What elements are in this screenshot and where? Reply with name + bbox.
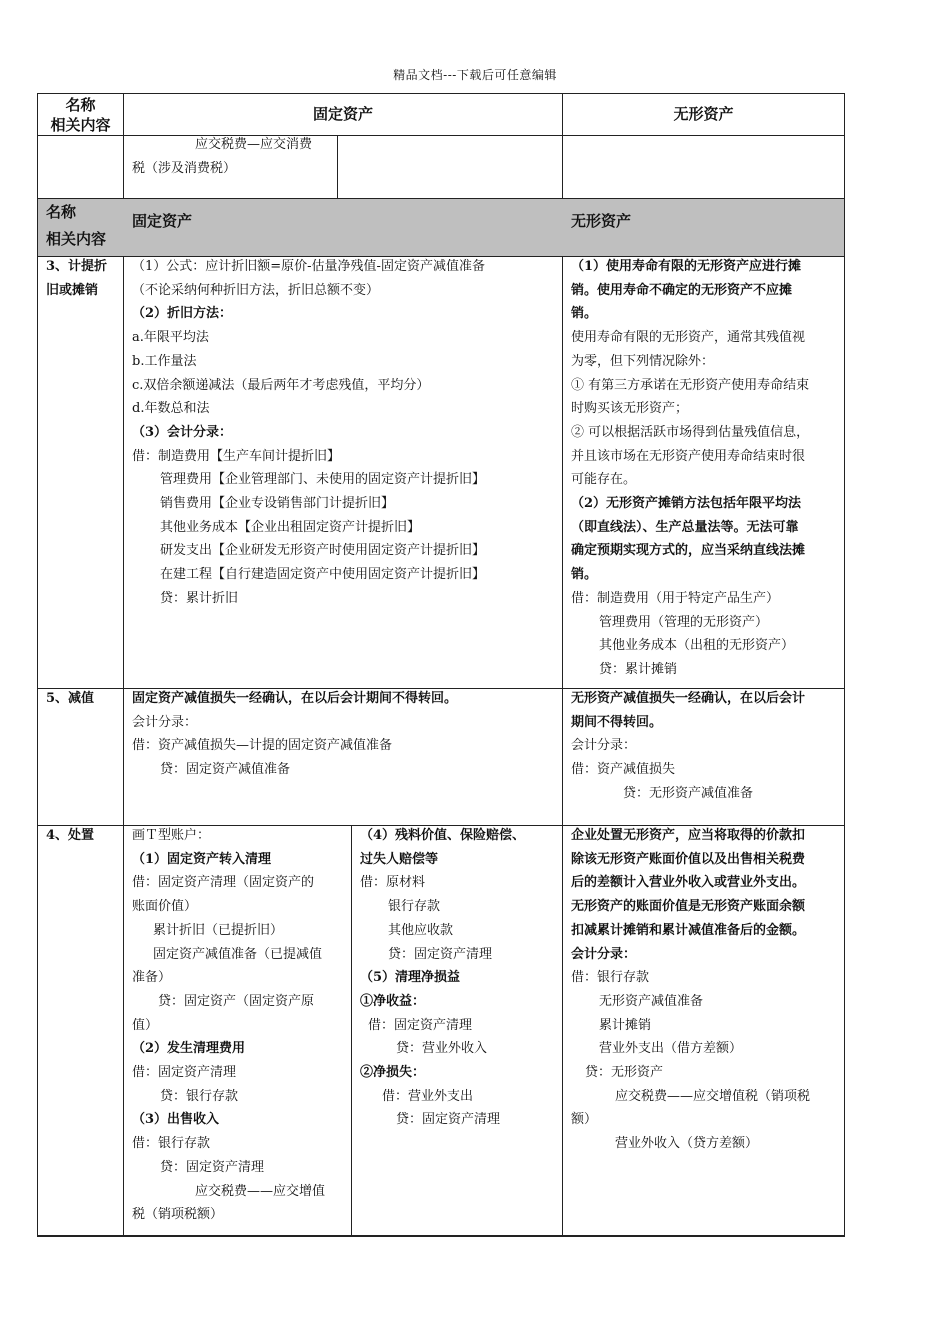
depreciation-entry-line: 管理费用【企业管理部门、未使用的固定资产计提折旧】: [160, 472, 486, 488]
depreciation-entry-credit: 贷：累计折旧: [160, 590, 239, 606]
impairment-intangible-entries-heading: 会计分录：: [571, 738, 637, 754]
col-divider-2: [562, 93, 563, 1236]
header-row-label: [38, 93, 123, 135]
impairment-fixed-credit: 贷：固定资产减值准备: [160, 762, 291, 778]
amortization-method-line: 确定预期实现方式的，应当采纳直线法摊: [571, 543, 806, 559]
amortization-rule-line: 销。: [571, 306, 598, 322]
disposal-intangible-content: [571, 824, 843, 1156]
impairment-fixed-debit: 借：资产减值损失—计提的固定资产减值准备: [132, 738, 393, 754]
disposal-step-4-line: 其他应收款: [388, 922, 454, 938]
depreciation-methods-heading: （2）折旧方法：: [132, 306, 233, 322]
disposal-step-3-line: 税（销项税额）: [132, 1207, 224, 1223]
disposal-net-gain-line: 借：固定资产清理: [368, 1017, 473, 1033]
depreciation-method-d: d.年数总和法: [132, 401, 210, 417]
carryover-line-2: 税（涉及消费税）: [132, 160, 237, 176]
disposal-step-4-heading: （4）残料价值、保险赔偿、: [360, 828, 526, 843]
header2-label-content: 相关内容: [46, 230, 107, 248]
disposal-intangible-rule: 扣减累计摊销和累计减值准备后的金额。: [571, 922, 806, 938]
col-divider-1: [123, 93, 124, 1236]
disposal-step-1-line: 借：固定资产清理（固定资产的: [132, 875, 315, 891]
disposal-step-1-line: 贷：固定资产（固定资产原: [158, 993, 315, 1009]
amortization-rule-line: （1）使用寿命有限的无形资产应进行摊: [571, 259, 802, 274]
disposal-step-1-line: 固定资产减值准备（已提减值: [153, 946, 323, 962]
disposal-step-1-line: 值）: [132, 1017, 159, 1033]
impairment-label: 5、减值: [46, 691, 95, 706]
depreciation-entry-line: 研发支出【企业研发无形资产时使用固定资产计提折旧】: [160, 543, 486, 559]
disposal-step-1-line: 累计折旧（已提折旧）: [153, 922, 284, 938]
amortization-method-line: （即直线法）、生产总量法等。无法可靠: [571, 519, 799, 535]
disposal-step-2-line: 借：固定资产清理: [132, 1065, 237, 1081]
residual-value-line: 使用寿命有限的无形资产，通常其残值视: [571, 330, 806, 346]
impairment-intangible-content: [571, 687, 843, 806]
disposal-step-2-line: 贷：银行存款: [160, 1088, 239, 1104]
impairment-fixed-entries-heading: 会计分录：: [132, 714, 198, 730]
depreciation-entry-line: 在建工程【自行建造固定资产中使用固定资产计提折旧】: [160, 567, 486, 583]
disposal-step-4-line: 借：原材料: [360, 875, 426, 891]
header-intangible-assets: 无形资产: [673, 105, 734, 123]
table-border-right: [844, 93, 845, 1236]
impairment-fixed-content: [132, 687, 560, 782]
disposal-intangible-entry: 营业外收入（贷方差额）: [615, 1136, 759, 1152]
disposal-net-gain-heading: ①净收益：: [360, 993, 426, 1009]
disposal-intangible-entry: 累计摊销: [599, 1017, 652, 1033]
disposal-step-3-heading: （3）出售收入: [132, 1112, 220, 1128]
disposal-net-gain-line: 贷：营业外收入: [396, 1041, 488, 1057]
depreciation-entry-line: 销售费用【企业专设销售部门计提折旧】: [160, 496, 395, 512]
disposal-intangible-rule: 企业处置无形资产，应当将取得的价款扣: [571, 828, 806, 843]
carryover-inner-divider: [337, 136, 338, 198]
carryover-text: [132, 133, 337, 180]
disposal-intangible-rule: 无形资产的账面价值是无形资产账面余额: [571, 899, 806, 915]
header-label-name: 名称: [65, 96, 96, 114]
disposal-fixed-right-content: [360, 824, 560, 1132]
depreciation-formula: （1）公式：应计折旧额=原价-估量净残值-固定资产减值准备: [132, 259, 485, 274]
disposal-net-loss-line: 贷：固定资产清理: [396, 1112, 501, 1128]
depreciation-label-line-2: 旧或摊销: [46, 282, 99, 298]
disposal-intangible-entries-heading: 会计分录：: [571, 946, 637, 962]
disposal-intangible-rule: 后的差额计入营业外收入或营业外支出。: [571, 875, 806, 891]
depreciation-entries-heading: （3）会计分录：: [132, 424, 233, 440]
disposal-intangible-entry: 营业外支出（借方差额）: [599, 1041, 743, 1057]
residual-exception-2: ② 可以根据活跃市场得到估量残值信息，: [571, 424, 810, 440]
amortization-entry-line: 管理费用（管理的无形资产）: [599, 614, 769, 630]
residual-exception-2: 可能存在。: [571, 472, 637, 488]
depreciation-method-c: c.双倍余额递减法（最后两年才考虑残值，平均分）: [132, 377, 430, 393]
disposal-step-1-heading: （1）固定资产转入清理: [132, 851, 272, 867]
header-label-content: 相关内容: [50, 116, 111, 134]
carryover-line-1: 应交税费—应交消费: [195, 137, 313, 152]
depreciation-entry-debit: 借：制造费用【生产车间计提折旧】: [132, 448, 341, 464]
disposal-step-1-line: 准备）: [132, 970, 172, 986]
amortization-method-line: 销。: [571, 567, 598, 583]
header2-label-name: 名称: [46, 203, 77, 221]
impairment-intangible-rule: 期间不得转回。: [571, 714, 663, 730]
header2-intangible-assets: 无形资产: [571, 212, 632, 230]
disposal-intangible-entry: 应交税费——应交增值税（销项税: [615, 1088, 811, 1104]
disposal-step-3-line: 应交税费——应交增值: [195, 1183, 326, 1199]
disposal-t-account: 画Ｔ型账户：: [132, 828, 211, 843]
impairment-intangible-debit: 借：资产减值损失: [571, 762, 676, 778]
disposal-step-5-heading: （5）清理净损益: [360, 970, 461, 986]
header2-fixed-assets: 固定资产: [132, 212, 193, 230]
table-border-bottom: [37, 1235, 845, 1237]
amortization-entry-debit: 借：制造费用（用于特定产品生产）: [571, 590, 780, 606]
amortization-entry-credit: 贷：累计摊销: [599, 661, 678, 677]
disposal-inner-divider: [351, 825, 352, 1236]
residual-exception-1: 时购买该无形资产；: [571, 401, 689, 417]
disposal-net-loss-line: 借：营业外支出: [382, 1088, 474, 1104]
disposal-step-4-heading: 过失人赔偿等: [360, 851, 439, 867]
disposal-intangible-entry: 借：银行存款: [571, 970, 650, 986]
disposal-step-2-heading: （2）发生清理费用: [132, 1041, 246, 1057]
disposal-step-3-line: 借：银行存款: [132, 1136, 211, 1152]
disposal-intangible-entry: 无形资产减值准备: [599, 993, 704, 1009]
impairment-fixed-rule: 固定资产减值损失一经确认，在以后会计期间不得转回。: [132, 691, 458, 706]
depreciation-note: （不论采纳何种折旧方法，折旧总额不变）: [132, 282, 380, 298]
header2-row-label: [46, 198, 123, 253]
table-border-left: [37, 93, 38, 1236]
depreciation-method-a: a.年限平均法: [132, 330, 209, 346]
disposal-net-loss-heading: ②净损失：: [360, 1065, 426, 1081]
depreciation-method-b: b.工作量法: [132, 353, 197, 369]
impairment-intangible-credit: 贷：无形资产减值准备: [623, 785, 754, 801]
residual-value-line: 为零，但下列情况除外：: [571, 353, 715, 369]
header-fixed-assets: 固定资产: [312, 105, 373, 123]
disposal-fixed-left-content: [132, 824, 348, 1227]
depreciation-entry-line: 其他业务成本【企业出租固定资产计提折旧】: [160, 519, 421, 535]
residual-exception-2: 并且该市场在无形资产使用寿命结束时很: [571, 448, 806, 464]
amortization-rule-line: 销。使用寿命不确定的无形资产不应摊: [571, 282, 793, 298]
disposal-label: 4、处置: [46, 828, 95, 843]
disposal-step-4-line: 贷：固定资产清理: [388, 946, 493, 962]
disposal-intangible-rule: 除该无形资产账面价值以及出售相关税费: [571, 851, 806, 867]
page-header: 精品文档---下载后可任意编辑: [393, 68, 557, 82]
impairment-intangible-rule: 无形资产减值损失一经确认，在以后会计: [571, 691, 806, 706]
amortization-entry-line: 其他业务成本（出租的无形资产）: [599, 638, 795, 654]
depreciation-intangible-content: [571, 255, 843, 682]
depreciation-label-line-1: 3、计提折: [46, 259, 108, 274]
disposal-step-4-line: 银行存款: [388, 899, 441, 915]
depreciation-label: [46, 255, 123, 302]
depreciation-fixed-content: [132, 255, 560, 611]
disposal-step-3-line: 贷：固定资产清理: [160, 1159, 265, 1175]
disposal-intangible-entry: 额）: [571, 1112, 598, 1128]
disposal-step-1-line: 账面价值）: [132, 899, 198, 915]
residual-exception-1: ① 有第三方承诺在无形资产使用寿命结束: [571, 377, 810, 393]
amortization-method-line: （2）无形资产摊销方法包括年限平均法: [571, 496, 802, 512]
disposal-intangible-entry: 贷：无形资产: [585, 1065, 664, 1081]
